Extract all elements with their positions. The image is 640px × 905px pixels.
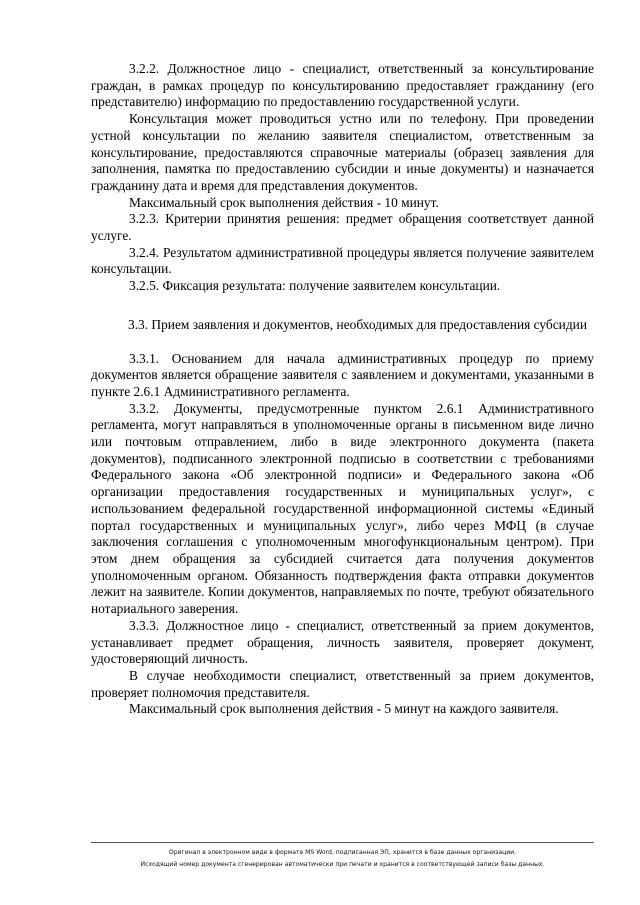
paragraph-3-3-2: 3.3.2. Документы, предусмотренные пунктом 2.6.1 Административного регламента, могут направляться в уполномоченные органы в письменном виде лично или почтовым отправлением, либо в виде электронного документа (пакета документов), подписанного электронной подписью в соответствии с требованиями Федерального закона «Об электронной подписи» и Федерального закона «Об организации предоставления государственных и муниципальных услуг», с использованием федеральной государственной информационной системы «Единый портал государственных и муниципальных услуг», либо через МФЦ (в случае заключения соглашения с уполномоченным многофункциональным центром). При этом днем обращения за субсидией считается дата получения документов уполномоченным органом. Обязанность подтверждения факта отправки документов лежит на заявителе. Копии документов, направляемых по почте, требуют обязательного нотариального заверения.	[91, 400, 594, 617]
paragraph-3-3-1: 3.3.1. Основанием для начала административных процедур по приему документов является обращение заявителя с заявлением и документами, указанными в пункте 2.6.1 Административного регламента.	[91, 350, 594, 399]
paragraph-3-2-3: 3.2.3. Критерии принятия решения: предмет обращения соответствует данной услуге.	[91, 211, 594, 244]
paragraph-max-time-5: Максимальный срок выполнения действия - 5 минут на каждого заявителя.	[129, 701, 559, 717]
paragraph-3-2-4: 3.2.4. Результатом административной процедуры является получение заявителем консультации.	[91, 244, 594, 277]
section-heading-3-3: 3.3. Прием заявления и документов, необходимых для предоставления субсидии	[128, 316, 587, 332]
paragraph-representative: В случае необходимости специалист, ответственный за прием документов, проверяет полномочия представителя.	[91, 667, 594, 700]
document-body	[91, 61, 594, 718]
footer-number-note: Исходящий номер документа сгенерирован автоматически при печати и хранится в соответствующей записи базы данных.	[140, 860, 545, 868]
footer-original-note: Оригинал в электронном виде в формате MS Word, подписанная ЭП, хранится в базе данных организации.	[168, 849, 517, 856]
page-footer	[91, 842, 594, 870]
paragraph-consultation: Консультация может проводиться устно или по телефону. При проведении устной консультации по желанию заявителя специалистом, ответственным за консультирование, предоставляются справочные материалы (образец заявления для заполнения, памятка по предоставлению субсидии и иные документы) и назначается гражданину дата и время для представления документов.	[91, 111, 594, 193]
paragraph-3-2-5: 3.2.5. Фиксация результата: получение заявителем консультации.	[129, 278, 501, 294]
paragraph-max-time-10: Максимальный срок выполнения действия - 10 минут.	[129, 194, 439, 210]
paragraph-3-3-3: 3.3.3. Должностное лицо - специалист, ответственный за прием документов, устанавливает предмет обращения, личность заявителя, проверяет документ, удостоверяющий личность.	[91, 617, 594, 667]
paragraph-3-2-2: 3.2.2. Должностное лицо - специалист, ответственный за консультирование граждан, в рамках процедур по консультированию предоставляет гражданину (его представителю) информацию по предоставлению государственной услуги.	[91, 61, 594, 110]
